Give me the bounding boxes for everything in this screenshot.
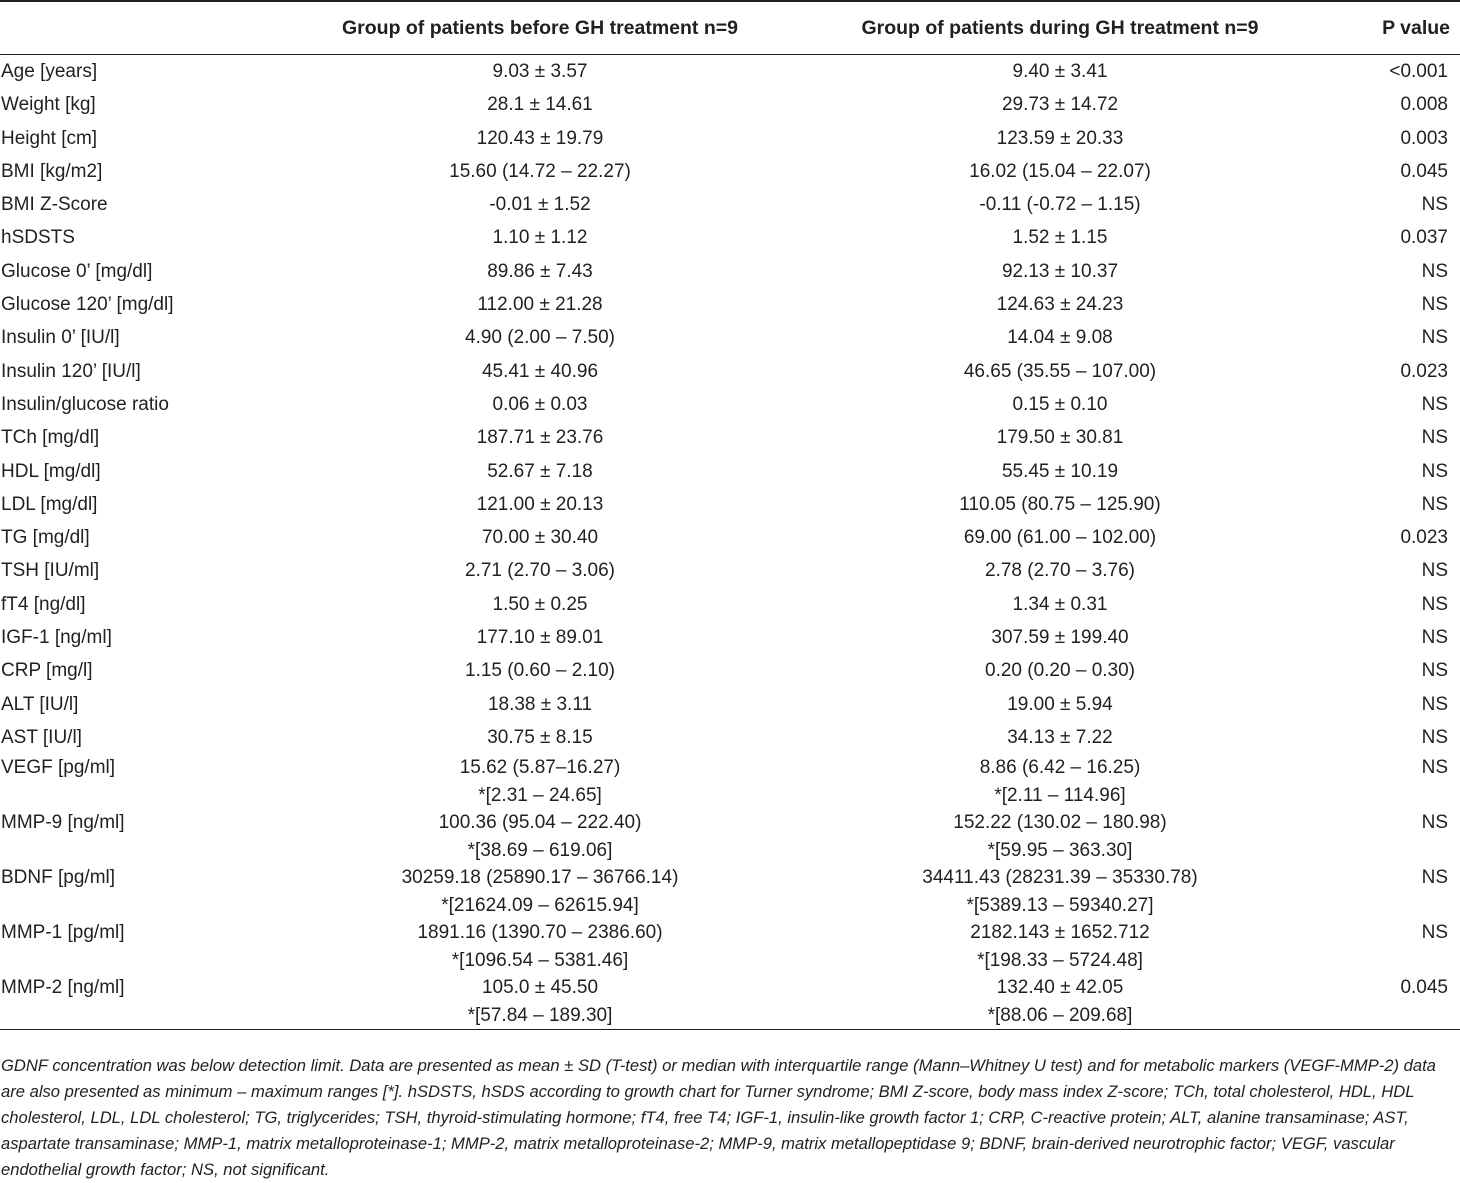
cell-before <box>280 754 800 809</box>
table-row <box>0 288 1460 321</box>
cell-value: 1.52 ± 1.15 <box>1012 227 1108 249</box>
cell-before <box>280 155 800 188</box>
row-label: fT4 [ng/dl] <box>1 593 86 615</box>
row-label: TG [mg/dl] <box>1 527 90 549</box>
cell-value: 15.60 (14.72 – 22.27) <box>449 160 631 182</box>
cell-value: 70.00 ± 30.40 <box>481 527 599 549</box>
cell-p-value: NS <box>1421 922 1448 944</box>
cell-value: 123.59 ± 20.33 <box>996 127 1124 149</box>
row-label: MMP-1 [pg/ml] <box>1 922 125 944</box>
cell-before <box>280 355 800 388</box>
cell-during <box>800 388 1320 421</box>
cell-p-value: 0.045 <box>1400 160 1448 182</box>
cell-value: 0.15 ± 0.10 <box>1012 393 1108 415</box>
cell-range: *[5389.13 – 59340.27] <box>966 894 1154 916</box>
cell-during <box>800 809 1320 864</box>
cell-before <box>280 488 800 521</box>
cell-during <box>800 421 1320 454</box>
row-label: Insulin 0’ [IU/l] <box>1 327 120 349</box>
cell-p-value: NS <box>1421 260 1448 282</box>
cell-during <box>800 88 1320 121</box>
cell-p-value: 0.045 <box>1320 974 1460 1030</box>
cell-p-value: NS <box>1421 593 1448 615</box>
row-label: Glucose 120’ [mg/dl] <box>1 294 174 316</box>
row-label: IGF-1 [ng/ml] <box>1 627 112 649</box>
table-row <box>0 388 1460 421</box>
cell-p-value: 0.023 <box>1400 527 1448 549</box>
cell-before <box>280 421 800 454</box>
row-label: Weight [kg] <box>1 94 96 116</box>
cell-p-value: NS <box>1421 867 1448 889</box>
cell-before <box>280 588 800 621</box>
cell-p-value: NS <box>1421 693 1448 715</box>
cell-during <box>800 122 1320 155</box>
cell-range: *[1096.54 – 5381.46] <box>451 949 629 971</box>
cell-value: 14.04 ± 9.08 <box>1007 327 1113 349</box>
cell-value: 121.00 ± 20.13 <box>476 493 604 515</box>
table-row <box>0 221 1460 254</box>
row-label: MMP-2 [ng/ml] <box>0 974 280 1030</box>
cell-during <box>800 588 1320 621</box>
cell-value: 15.62 (5.87–16.27) <box>459 757 621 779</box>
cell-during <box>800 919 1320 974</box>
cell-p-value: NS <box>1421 460 1448 482</box>
cell-during <box>800 355 1320 388</box>
cell-before <box>280 88 800 121</box>
cell-value: 152.22 (130.02 – 180.98) <box>953 812 1167 834</box>
table-row <box>0 864 1460 919</box>
header-p-value: P value <box>1320 1 1460 55</box>
cell-value: 2.78 (2.70 – 3.76) <box>985 560 1135 582</box>
cell-value: 92.13 ± 10.37 <box>1001 260 1119 282</box>
cell-value: -0.11 (-0.72 – 1.15) <box>979 194 1141 216</box>
cell-during <box>800 974 1320 1030</box>
table-footnote: GDNF concentration was below detection limit. Data are presented as mean ± SD (T-test) or median with interquartile range (Mann–Whitney U test) and for metabolic markers (VEGF-MMP-2) data are also presented as minimum – maximum ranges [*]. hSDSTS, hSDS according to growth chart for Turner syndrome; BMI Z-score, body mass index Z-score; TCh, total cholesterol, HDL, HDL cholesterol, LDL, LDL cholesterol; TG, triglycerides; TSH, thyroid-stimulating hormone; fT4, free T4; IGF-1, insulin-like growth factor 1; CRP, C-reactive protein; ALT, alanine transaminase; AST, aspartate transaminase; MMP-1, matrix metalloproteinase-1; MMP-2, matrix metalloproteinase-2; MMP-9, matrix metallopeptidase 9; BDNF, brain-derived neurotrophic factor; VEGF, vascular endothelial growth factor; NS, not significant. <box>1 1056 1436 1179</box>
cell-during <box>800 864 1320 919</box>
cell-range: *[21624.09 – 62615.94] <box>441 894 639 916</box>
cell-value: 45.41 ± 40.96 <box>481 360 599 382</box>
cell-value: 30259.18 (25890.17 – 36766.14) <box>401 867 679 889</box>
table-body <box>0 55 1460 1030</box>
cell-during <box>800 188 1320 221</box>
cell-before <box>280 221 800 254</box>
cell-p-value: NS <box>1421 493 1448 515</box>
cell-value: 105.0 ± 45.50 <box>481 977 599 999</box>
table-row <box>0 188 1460 221</box>
cell-range: *[198.33 – 5724.48] <box>977 949 1143 971</box>
table-row <box>0 654 1460 687</box>
row-label: hSDSTS <box>1 227 75 249</box>
table-row <box>0 321 1460 354</box>
cell-range: *[88.06 – 209.68] <box>987 1004 1133 1026</box>
cell-value: -0.01 ± 1.52 <box>489 194 591 216</box>
cell-before <box>280 919 800 974</box>
cell-p-value: NS <box>1421 393 1448 415</box>
cell-before <box>280 621 800 654</box>
row-label: BMI Z-Score <box>1 194 108 216</box>
row-label: AST [IU/l] <box>1 726 82 748</box>
table-row <box>0 455 1460 488</box>
cell-p-value: NS <box>1421 560 1448 582</box>
cell-during <box>800 654 1320 687</box>
row-label: Glucose 0’ [mg/dl] <box>1 260 153 282</box>
row-label: Insulin 120’ [IU/l] <box>1 360 141 382</box>
cell-value: 179.50 ± 30.81 <box>996 427 1124 449</box>
cell-p-value: NS <box>1421 427 1448 449</box>
cell-value: 2182.143 ± 1652.712 <box>970 922 1150 944</box>
table-row <box>0 721 1460 754</box>
cell-p-value: NS <box>1421 726 1448 748</box>
cell-before <box>280 388 800 421</box>
cell-p-value: 0.008 <box>1400 94 1448 116</box>
cell-value: 307.59 ± 199.40 <box>991 627 1129 649</box>
cell-value: 1.15 (0.60 – 2.10) <box>465 660 615 682</box>
row-label: LDL [mg/dl] <box>1 493 98 515</box>
row-label: Insulin/glucose ratio <box>1 393 169 415</box>
cell-value: 1.50 ± 0.25 <box>492 593 588 615</box>
cell-value: 187.71 ± 23.76 <box>476 427 604 449</box>
cell-value: 18.38 ± 3.11 <box>487 693 593 715</box>
cell-before <box>280 321 800 354</box>
row-label: MMP-9 [ng/ml] <box>1 812 125 834</box>
cell-value: 177.10 ± 89.01 <box>476 627 604 649</box>
row-label: HDL [mg/dl] <box>1 460 101 482</box>
cell-value: 34.13 ± 7.22 <box>1007 726 1113 748</box>
table-header-row <box>0 1 1460 55</box>
cell-before <box>280 654 800 687</box>
row-label: TCh [mg/dl] <box>1 427 100 449</box>
cell-value: 124.63 ± 24.23 <box>996 294 1124 316</box>
cell-value: 9.03 ± 3.57 <box>492 61 588 82</box>
row-label: Height [cm] <box>1 127 98 149</box>
table-row <box>0 521 1460 554</box>
table-row <box>0 255 1460 288</box>
cell-during <box>800 321 1320 354</box>
cell-during <box>800 221 1320 254</box>
cell-before <box>280 288 800 321</box>
cell-value: 1.34 ± 0.31 <box>1012 593 1108 615</box>
cell-range: *[57.84 – 189.30] <box>467 1004 613 1026</box>
table-row <box>0 809 1460 864</box>
cell-range: *[59.95 – 363.30] <box>987 839 1133 861</box>
cell-during <box>800 754 1320 809</box>
row-label: Age [years] <box>1 61 98 82</box>
cell-before <box>280 809 800 864</box>
cell-during <box>800 55 1320 89</box>
cell-p-value: 0.037 <box>1400 227 1448 249</box>
cell-p-value: NS <box>1421 194 1448 216</box>
cell-value: 29.73 ± 14.72 <box>1001 94 1119 116</box>
cell-during <box>800 155 1320 188</box>
cell-value: 34411.43 (28231.39 – 35330.78) <box>922 867 1198 889</box>
row-label: BMI [kg/m2] <box>1 160 103 182</box>
row-label: ALT [IU/l] <box>1 693 79 715</box>
cell-before <box>280 721 800 754</box>
cell-value: 9.40 ± 3.41 <box>1012 61 1108 82</box>
cell-value: 8.86 (6.42 – 16.25) <box>979 757 1141 779</box>
cell-value: 16.02 (15.04 – 22.07) <box>969 160 1151 182</box>
row-label: CRP [mg/l] <box>1 660 93 682</box>
cell-value: 55.45 ± 10.19 <box>1001 460 1119 482</box>
cell-p-value: 0.023 <box>1400 360 1448 382</box>
cell-p-value: 0.003 <box>1400 127 1448 149</box>
header-before-gh: Group of patients before GH treatment n=9 <box>280 1 800 55</box>
cell-before <box>280 122 800 155</box>
cell-value: 52.67 ± 7.18 <box>487 460 593 482</box>
cell-range: *[2.11 – 114.96] <box>994 784 1126 806</box>
table-row <box>0 88 1460 121</box>
cell-during <box>800 488 1320 521</box>
cell-before <box>280 554 800 587</box>
cell-p-value: NS <box>1421 660 1448 682</box>
cell-value: 2.71 (2.70 – 3.06) <box>465 560 615 582</box>
row-label: VEGF [pg/ml] <box>1 757 116 779</box>
cell-p-value: NS <box>1421 294 1448 316</box>
cell-during <box>800 688 1320 721</box>
cell-value: 0.20 (0.20 – 0.30) <box>985 660 1135 682</box>
table-row <box>0 421 1460 454</box>
table-row <box>0 155 1460 188</box>
cell-during <box>800 288 1320 321</box>
cell-value: 19.00 ± 5.94 <box>1007 693 1113 715</box>
cell-value: 30.75 ± 8.15 <box>487 726 593 748</box>
cell-during <box>800 255 1320 288</box>
cell-value: 28.1 ± 14.61 <box>487 94 593 116</box>
cell-before <box>280 521 800 554</box>
table-row <box>0 355 1460 388</box>
cell-p-value: <0.001 <box>1389 61 1448 82</box>
cell-before <box>280 255 800 288</box>
cell-value: 110.05 (80.75 – 125.90) <box>959 493 1161 515</box>
table-row <box>0 588 1460 621</box>
cell-before <box>280 188 800 221</box>
cell-during <box>800 721 1320 754</box>
cell-value: 120.43 ± 19.79 <box>476 127 604 149</box>
cell-value: 4.90 (2.00 – 7.50) <box>465 327 615 349</box>
cell-during <box>800 521 1320 554</box>
cell-before <box>280 455 800 488</box>
row-label: TSH [IU/ml] <box>1 560 100 582</box>
header-parameter <box>0 1 280 55</box>
cell-before <box>280 864 800 919</box>
cell-value: 112.00 ± 21.28 <box>477 294 603 316</box>
header-during-gh: Group of patients during GH treatment n=9 <box>800 1 1320 55</box>
cell-value: 1.10 ± 1.12 <box>492 227 588 249</box>
cell-during <box>800 455 1320 488</box>
cell-value: 100.36 (95.04 – 222.40) <box>438 812 642 834</box>
cell-during <box>800 554 1320 587</box>
cell-p-value: NS <box>1421 327 1448 349</box>
cell-value: 89.86 ± 7.43 <box>487 260 593 282</box>
row-label: BDNF [pg/ml] <box>1 867 116 889</box>
table-row <box>0 919 1460 974</box>
cell-value: 0.06 ± 0.03 <box>492 393 588 415</box>
table-row <box>0 122 1460 155</box>
cell-before <box>280 55 800 89</box>
cell-p-value: NS <box>1421 757 1448 779</box>
cell-value: 69.00 (61.00 – 102.00) <box>963 527 1157 549</box>
table-row <box>0 554 1460 587</box>
cell-value: 1891.16 (1390.70 – 2386.60) <box>417 922 663 944</box>
cell-p-value: NS <box>1421 812 1448 834</box>
cell-range: *[38.69 – 619.06] <box>467 839 613 861</box>
table-row <box>0 688 1460 721</box>
table-row <box>0 621 1460 654</box>
cell-before <box>280 974 800 1030</box>
table-row <box>0 55 1460 89</box>
table-row <box>0 974 1460 1030</box>
cell-value: 46.65 (35.55 – 107.00) <box>963 360 1157 382</box>
cell-during <box>800 621 1320 654</box>
cell-value: 132.40 ± 42.05 <box>996 977 1124 999</box>
table-row <box>0 488 1460 521</box>
cell-p-value: NS <box>1421 627 1448 649</box>
cell-before <box>280 688 800 721</box>
table-row <box>0 754 1460 809</box>
cell-range: *[2.31 – 24.65] <box>478 784 602 806</box>
